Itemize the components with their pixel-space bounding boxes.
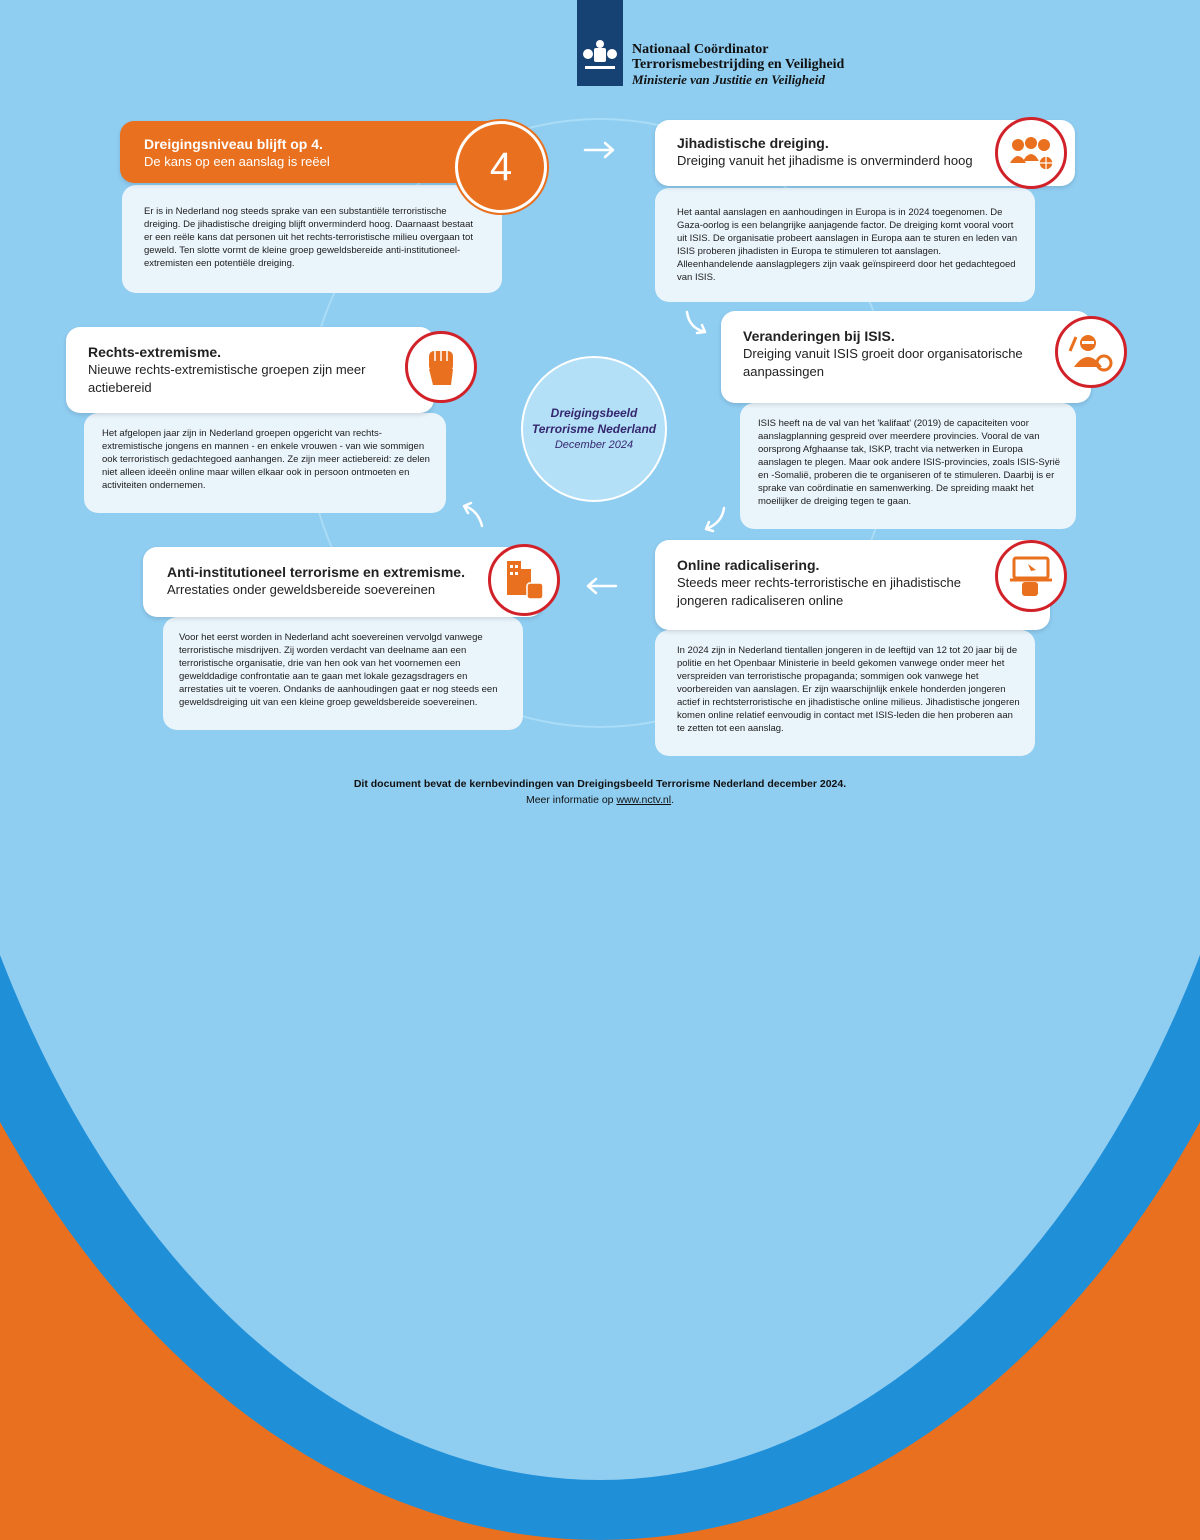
online-body: In 2024 zijn in Nederland tientallen jongeren in de leeftijd van 12 tot 20 jaar bij de politie en het Openbaar Ministerie in beeld gekomen vanwege onder meer het verspreiden van terroristische propaganda; sommigen ook vanwege het voorbereiden van aanslagen. Er zijn waarschijnlijk enkele honderden jongeren actief in rechtsterroristische en jihadistische online milieus. Jihadistische jongeren komen online relatief eenvoudig in contact met ISIS-leden die hen proberen aan te zetten tot een aanslag. [655,630,1035,756]
level-body: Er is in Nederland nog steeds sprake van een substantiële terroristische dreiging. De jihadistische dreiging blijft onverminderd hoog. Daarnaast bestaat er een reële kans dat personen uit het rechts-terroristische milieu overgaan tot geweld. Ten slotte vormt de kleine groep geweldsbereide anti-institutioneel-extremisten een potentiële dreiging. [122,185,502,293]
masked-fighters-globe-icon [995,117,1067,189]
org-line-1: Nationaal Coördinator [632,42,769,57]
isis-subtitle: Dreiging vanuit ISIS groeit door organisatorische aanpassingen [743,346,1023,379]
building-fist-icon [488,544,560,616]
arrow-curve-down-icon [683,308,713,343]
jihad-title: Jihadistische dreiging. [677,135,829,151]
rechts-body: Het afgelopen jaar zijn in Nederland groepen opgericht van rechts-extremistische jongens en mannen - en enkele vrouwen - van wie sommigen ook terroristisch gedachtegoed aanhangen. Ze zijn meer actiebereid: ze delen niet alleen ideeën online maar willen elkaar ook in persoon ontmoeten en activiteiten ondernemen. [84,413,446,513]
footer [0,776,1200,808]
laptop-fist-icon [995,540,1067,612]
fist-icon [405,331,477,403]
level-title: Dreigingsniveau blijft op 4. [144,136,323,152]
footer-period: . [671,794,675,806]
org-ministry: Ministerie van Justitie en Veiligheid [632,72,825,87]
coat-of-arms-icon [581,38,619,78]
nctv-link[interactable]: www.nctv.nl [616,794,672,806]
jihad-body: Het aantal aanslagen en aanhoudingen in Europa is in 2024 toegenomen. De Gaza-oorlog is een belangrijke aanjagende factor. De dreiging komt vooral voort uit ISIS. De organisatie probeert aanslagen in Europa aan te sturen en leden van ISIS proberen jihadisten in Europa te stimuleren tot aanslagen. Alleenhandelende aanslagplegers zijn vaak geïnspireerd door het gedachtegoed van ISIS. [655,188,1035,302]
rechts-title: Rechts-extremisme. [88,344,222,360]
rechts-header [66,327,434,413]
online-subtitle: Steeds meer rechts-terroristische en jihadistische jongeren radicaliseren online [677,575,961,608]
footer-line-2 [0,792,1200,808]
level-subtitle: De kans op een aanslag is reëel [144,154,330,169]
isis-title: Veranderingen bij ISIS. [743,328,895,344]
rijksoverheid-logo [577,0,623,86]
footer-line-1: Dit document bevat de kernbevindingen van Dreigingsbeeld Terrorisme Nederland december 2024. [353,778,847,790]
anti-body: Voor het eerst worden in Nederland acht soevereinen vervolgd vanwege terroristische misdrijven. Zij worden verdacht van deelname aan een terroristische organisatie, drie van hen ook van het voornemen een gewelddadige confrontatie aan te gaan met lokale gezagsdragers en arrestaties uit te voeren. Ondanks de aanhoudingen gaat er nog steeds een geweldsdreiging uit van een kleine groep geweldsbereide soevereinen. [163,617,523,730]
jihad-subtitle: Dreiging vanuit het jihadisme is onverminderd hoog [677,153,973,168]
center-title-line-1: Dreigingsbeeld [550,406,638,420]
anti-header [143,547,543,617]
center-title-circle [521,356,667,502]
footer-more-info: Meer informatie op [525,794,617,806]
arrow-curve-up-left-icon [458,500,488,535]
center-title-line-2: Terrorisme Nederland [531,422,657,436]
online-header [655,540,1050,630]
level-number: 4 [489,144,513,189]
rechts-subtitle: Nieuwe rechts-extremistische groepen zijn meer actiebereid [88,362,366,395]
org-name [632,42,844,87]
isis-body: ISIS heeft na de val van het 'kalifaat' (2019) de capaciteiten voor aanslagplanning gespreid over meerdere provincies. Vooral de van oorsprong Afghaanse tak, ISKP, tracht via netwerken in Europa aanslagen te plegen. Maar ook andere ISIS-provincies, zoals ISIS-Syrië en -Somalië, proberen die te organiseren of te stimuleren. Daarbij is er sprake van coördinatie en samenwerking. De spreiding maakt het moeilijker de dreiging tegen te gaan. [740,403,1076,529]
isis-header [721,311,1091,403]
anti-title: Anti-institutioneel terrorisme en extremisme. [167,564,465,580]
center-date: December 2024 [554,439,634,451]
anti-subtitle: Arrestaties onder geweldsbereide soevereinen [167,582,436,597]
masked-fighter-cycle-icon [1055,316,1127,388]
arrow-right-icon [583,140,617,165]
arrow-left-icon [584,576,618,601]
online-title: Online radicalisering. [677,557,820,573]
level-number-circle [455,121,547,213]
org-line-2: Terrorismebestrijding en Veiligheid [632,57,845,72]
arrow-curve-down-left-icon [700,505,730,540]
